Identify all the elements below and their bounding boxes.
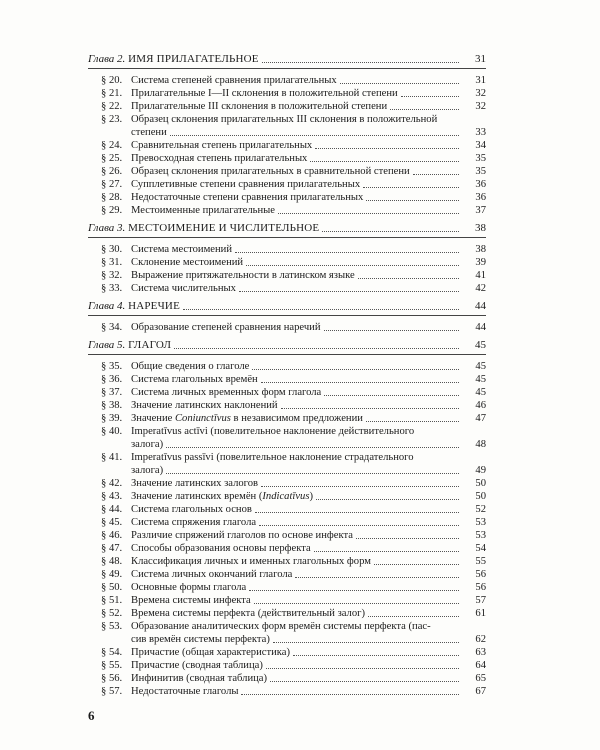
toc-entry[interactable] [88, 152, 486, 165]
section-title: Imperatīvus actīvi (повелительное наклонение действительного [131, 426, 415, 437]
section-title: Недостаточные глаголы [131, 686, 239, 697]
section-number: § 23. [101, 114, 123, 125]
dot-leader [358, 278, 459, 279]
entry-row [131, 74, 486, 87]
toc-entry[interactable] [88, 425, 486, 438]
chapter-label: Глава 4. [88, 300, 126, 312]
section-page: 46 [475, 400, 486, 411]
dot-leader [246, 265, 459, 266]
chapter-label: Глава 3. [88, 222, 126, 234]
chapter-name: МЕСТОИМЕНИЕ И ЧИСЛИТЕЛЬНОЕ [128, 222, 320, 234]
section-title: Система личных временных форм глагола [131, 387, 322, 398]
toc-entry[interactable] [88, 373, 486, 386]
dot-leader [273, 642, 459, 643]
section-page: 49 [475, 465, 486, 476]
dot-leader [324, 395, 459, 396]
toc-entry[interactable] [88, 490, 486, 503]
section-title: Образец склонения прилагательных III склонения в положительной [131, 114, 438, 125]
dot-leader [316, 499, 459, 500]
dot-leader [413, 174, 459, 175]
section-number: § 31. [101, 257, 123, 268]
section-page: 42 [475, 283, 486, 294]
section-number: § 55. [101, 660, 123, 671]
toc-entry[interactable] [88, 477, 486, 490]
section-page: 34 [475, 140, 486, 151]
section-title: Времена системы инфекта [131, 595, 251, 606]
section-page: 67 [475, 686, 486, 697]
section-number: § 38. [101, 400, 123, 411]
title-text: ) [309, 491, 313, 502]
toc-entry[interactable] [88, 269, 486, 282]
dot-leader [281, 408, 459, 409]
section-number: § 30. [101, 244, 123, 255]
section-number: § 51. [101, 595, 123, 606]
toc-entry[interactable] [88, 360, 486, 373]
toc-entry[interactable] [88, 178, 486, 191]
section-page: 33 [475, 127, 486, 138]
section-title: Прилагательные I—II склонения в положительной степени [131, 88, 398, 99]
section-page: 50 [475, 478, 486, 489]
toc-entry[interactable] [88, 113, 486, 126]
chapter-row [88, 221, 486, 235]
entry-row [131, 490, 486, 503]
section-title [131, 490, 313, 503]
dot-leader [174, 348, 459, 349]
entry-row [131, 256, 486, 269]
section-page: 53 [475, 530, 486, 541]
entry-row [131, 659, 486, 672]
dot-leader [295, 577, 459, 578]
page-number: 6 [88, 708, 95, 723]
entry-row [131, 139, 486, 152]
dot-leader [235, 252, 459, 253]
section-title-continued: степени [131, 127, 167, 138]
section-title: Основные формы глагола [131, 582, 247, 593]
chapter-name: ГЛАГОЛ [128, 339, 172, 351]
toc-entry[interactable] [88, 503, 486, 516]
toc-entry[interactable] [88, 204, 486, 217]
chapter-page: 44 [475, 300, 486, 312]
dot-leader [401, 96, 459, 97]
section-title: Классификация личных и именных глагольных форм [131, 556, 371, 567]
dot-leader [366, 421, 459, 422]
entry-row [131, 373, 486, 386]
chapter-row [88, 52, 486, 66]
section-page: 50 [475, 491, 486, 502]
section-number: § 43. [101, 491, 123, 502]
toc-entry[interactable] [88, 74, 486, 87]
entry-row [131, 542, 486, 555]
section-title: Недостаточные степени сравнения прилагательных [131, 192, 364, 203]
dot-leader [374, 564, 459, 565]
dot-leader [252, 369, 459, 370]
section-page: 36 [475, 192, 486, 203]
chapter-rule [88, 354, 486, 355]
entry-row [131, 477, 486, 490]
section-page: 45 [475, 374, 486, 385]
dot-leader [315, 148, 459, 149]
chapter-rule [88, 315, 486, 316]
entry-row [131, 646, 486, 659]
section-number: § 57. [101, 686, 123, 697]
section-page: 62 [475, 634, 486, 645]
chapter-label: Глава 2. [88, 53, 126, 65]
entry-row [131, 412, 486, 425]
toc-entry[interactable] [88, 607, 486, 620]
section-number: § 25. [101, 153, 123, 164]
section-page: 36 [475, 179, 486, 190]
chapter-page: 38 [475, 222, 486, 234]
entry-row [131, 152, 486, 165]
section-page: 57 [475, 595, 486, 606]
section-title: Общие сведения о глаголе [131, 361, 250, 372]
section-title: Склонение местоимений [131, 257, 244, 268]
toc-entry[interactable] [88, 659, 486, 672]
entry-row [131, 165, 486, 178]
section-page: 47 [475, 413, 486, 424]
chapter-rule [88, 68, 486, 69]
section-number: § 40. [101, 426, 123, 437]
chapter-row [88, 299, 486, 313]
dot-leader [356, 538, 459, 539]
section-title: Супплетивные степени сравнения прилагательных [131, 179, 361, 190]
toc-entry[interactable] [88, 165, 486, 178]
toc-entry[interactable] [88, 594, 486, 607]
title-text: Значение [131, 413, 175, 424]
dot-leader [366, 200, 459, 201]
section-number: § 29. [101, 205, 123, 216]
section-page: 32 [475, 88, 486, 99]
section-title: Значение латинских залогов [131, 478, 259, 489]
dot-leader [261, 486, 459, 487]
dot-leader [340, 83, 459, 84]
toc-entry[interactable] [88, 399, 486, 412]
chapter-page: 31 [475, 53, 486, 65]
toc-entry[interactable] [88, 386, 486, 399]
entry-row [131, 451, 486, 464]
section-title: Местоименные прилагательные [131, 205, 275, 216]
section-title: Причастие (сводная таблица) [131, 660, 263, 671]
toc-entry[interactable] [88, 191, 486, 204]
entry-row [131, 191, 486, 204]
section-page: 48 [475, 439, 486, 450]
entry-row [131, 126, 486, 139]
section-number: § 53. [101, 621, 123, 632]
section-title: Система числительных [131, 283, 236, 294]
dot-leader [322, 231, 459, 232]
section-title: Система личных окончаний глагола [131, 569, 293, 580]
dot-leader [259, 525, 459, 526]
section-number: § 35. [101, 361, 123, 372]
title-italic: Indicatīvus [262, 491, 310, 502]
section-page: 35 [475, 153, 486, 164]
entry-row [131, 607, 486, 620]
chapter-label: Глава 5. [88, 339, 126, 351]
toc-entry-continuation [88, 464, 486, 477]
dot-leader [368, 616, 459, 617]
section-page: 39 [475, 257, 486, 268]
entry-row [131, 425, 486, 438]
dot-leader [266, 668, 459, 669]
section-number: § 54. [101, 647, 123, 658]
section-number: § 46. [101, 530, 123, 541]
chapter-title [88, 52, 259, 66]
chapter-title [88, 299, 180, 313]
section-page: 65 [475, 673, 486, 684]
section-page: 38 [475, 244, 486, 255]
chapter-row [88, 338, 486, 352]
section-page: 54 [475, 543, 486, 554]
section-number: § 34. [101, 322, 123, 333]
entry-row [131, 672, 486, 685]
title-text: в независимом предложении [230, 413, 363, 424]
toc-entry[interactable] [88, 412, 486, 425]
toc-entry-continuation [88, 126, 486, 139]
section-title: Причастие (общая характеристика) [131, 647, 290, 658]
toc-entry[interactable] [88, 139, 486, 152]
entry-row [131, 516, 486, 529]
section-title: Инфинитив (сводная таблица) [131, 673, 268, 684]
section-page: 52 [475, 504, 486, 515]
section-title: Значение латинских наклонений [131, 400, 278, 411]
entry-row [131, 386, 486, 399]
section-page: 31 [475, 75, 486, 86]
toc-entry[interactable] [88, 256, 486, 269]
dot-leader [363, 187, 459, 188]
entry-row [131, 178, 486, 191]
dot-leader [293, 655, 459, 656]
section-number: § 45. [101, 517, 123, 528]
section-title: Прилагательные III склонения в положительной степени [131, 101, 388, 112]
dot-leader [270, 681, 459, 682]
section-number: § 42. [101, 478, 123, 489]
entry-row [131, 399, 486, 412]
section-page: 35 [475, 166, 486, 177]
chapter-name: НАРЕЧИЕ [128, 300, 180, 312]
dot-leader [241, 694, 459, 695]
section-number: § 48. [101, 556, 123, 567]
section-page: 41 [475, 270, 486, 281]
dot-leader [166, 447, 459, 448]
dot-leader [278, 213, 459, 214]
toc-entry[interactable] [88, 451, 486, 464]
section-number: § 56. [101, 673, 123, 684]
toc-entry[interactable] [88, 555, 486, 568]
chapter-heading[interactable] [88, 52, 486, 66]
section-page: 37 [475, 205, 486, 216]
entry-row [131, 87, 486, 100]
section-title: Образование степеней сравнения наречий [131, 322, 321, 333]
toc-entry[interactable] [88, 646, 486, 659]
section-number: § 28. [101, 192, 123, 203]
section-title: Система глагольных основ [131, 504, 252, 515]
entry-row [131, 568, 486, 581]
dot-leader [390, 109, 459, 110]
dot-leader [314, 551, 459, 552]
entry-row [131, 620, 486, 633]
section-title: Система местоимений [131, 244, 232, 255]
chapter-page: 45 [475, 339, 486, 351]
section-title: Способы образования основы перфекта [131, 543, 311, 554]
section-title-continued: сив времён системы перфекта) [131, 634, 270, 645]
section-title: Сравнительная степень прилагательных [131, 140, 313, 151]
section-number: § 20. [101, 75, 123, 86]
toc-entry-continuation [88, 438, 486, 451]
toc-entry[interactable] [88, 243, 486, 256]
dot-leader [324, 330, 459, 331]
chapter-heading[interactable] [88, 338, 486, 352]
toc-entry[interactable] [88, 282, 486, 295]
dot-leader [261, 382, 459, 383]
section-page: 44 [475, 322, 486, 333]
section-number: § 32. [101, 270, 123, 281]
section-page: 61 [475, 608, 486, 619]
section-page: 32 [475, 101, 486, 112]
section-title: Превосходная степень прилагательных [131, 153, 308, 164]
section-page: 63 [475, 647, 486, 658]
toc-entry[interactable] [88, 516, 486, 529]
toc-entry-continuation [88, 633, 486, 646]
chapter-title [88, 338, 171, 352]
section-page: 53 [475, 517, 486, 528]
entry-row [131, 100, 486, 113]
dot-leader [239, 291, 459, 292]
section-number: § 22. [101, 101, 123, 112]
section-number: § 21. [101, 88, 123, 99]
section-number: § 47. [101, 543, 123, 554]
section-title: Образование аналитических форм времён системы перфекта (пас- [131, 621, 431, 632]
section-page: 56 [475, 569, 486, 580]
section-number: § 27. [101, 179, 123, 190]
section-number: § 50. [101, 582, 123, 593]
section-page: 55 [475, 556, 486, 567]
entry-row [131, 282, 486, 295]
entry-row [131, 438, 486, 451]
dot-leader [254, 603, 459, 604]
title-italic: Coniunctīvus [174, 413, 231, 424]
entry-row [131, 243, 486, 256]
chapter-rule [88, 237, 486, 238]
section-title: Система глагольных времён [131, 374, 258, 385]
dot-leader [166, 473, 459, 474]
section-number: § 49. [101, 569, 123, 580]
entry-row [131, 113, 486, 126]
entry-row [131, 464, 486, 477]
section-page: 45 [475, 387, 486, 398]
section-title: Imperatīvus passīvi (повелительное наклонение страдательного [131, 452, 414, 463]
section-number: § 41. [101, 452, 123, 463]
chapter-heading[interactable] [88, 221, 486, 235]
entry-row [131, 321, 486, 334]
toc-entry[interactable] [88, 529, 486, 542]
toc-entry[interactable] [88, 672, 486, 685]
section-number: § 33. [101, 283, 123, 294]
section-title: Образец склонения прилагательных в сравнительной степени [131, 166, 410, 177]
section-title: Различие спряжений глаголов по основе инфекта [131, 530, 353, 541]
dot-leader [183, 309, 459, 310]
toc-entry[interactable] [88, 620, 486, 633]
dot-leader [255, 512, 459, 513]
section-number: § 24. [101, 140, 123, 151]
toc-entry[interactable] [88, 581, 486, 594]
section-page: 56 [475, 582, 486, 593]
section-number: § 26. [101, 166, 123, 177]
entry-row [131, 529, 486, 542]
toc-entry[interactable] [88, 87, 486, 100]
entry-row [131, 581, 486, 594]
title-text: Значение латинских времён ( [131, 491, 263, 502]
section-number: § 37. [101, 387, 123, 398]
dot-leader [310, 161, 459, 162]
section-title: Времена системы перфекта (действительный залог) [131, 608, 365, 619]
entry-row [131, 503, 486, 516]
entry-row [131, 633, 486, 646]
chapter-name: ИМЯ ПРИЛАГАТЕЛЬНОЕ [128, 53, 259, 65]
section-title: Система спряжения глагола [131, 517, 257, 528]
section-title: Система степеней сравнения прилагательных [131, 75, 337, 86]
section-number: § 52. [101, 608, 123, 619]
toc-entry[interactable] [88, 685, 486, 698]
dot-leader [262, 62, 459, 63]
entry-row [131, 685, 486, 698]
entry-row [131, 555, 486, 568]
toc-entry[interactable] [88, 542, 486, 555]
toc-entry[interactable] [88, 568, 486, 581]
section-page: 45 [475, 361, 486, 372]
table-of-contents [88, 52, 486, 698]
section-number: § 44. [101, 504, 123, 515]
entry-row [131, 594, 486, 607]
chapter-title [88, 221, 319, 235]
dot-leader [170, 135, 459, 136]
entry-row [131, 269, 486, 282]
section-number: § 39. [101, 413, 123, 424]
entry-row [131, 204, 486, 217]
dot-leader [249, 590, 459, 591]
section-title-continued: залога) [131, 439, 164, 450]
toc-entry[interactable] [88, 321, 486, 334]
entry-row [131, 360, 486, 373]
section-title: Выражение притяжательности в латинском языке [131, 270, 355, 281]
chapter-heading[interactable] [88, 299, 486, 313]
section-title [131, 412, 363, 425]
section-number: § 36. [101, 374, 123, 385]
section-title-continued: залога) [131, 465, 164, 476]
toc-entry[interactable] [88, 100, 486, 113]
section-page: 64 [475, 660, 486, 671]
